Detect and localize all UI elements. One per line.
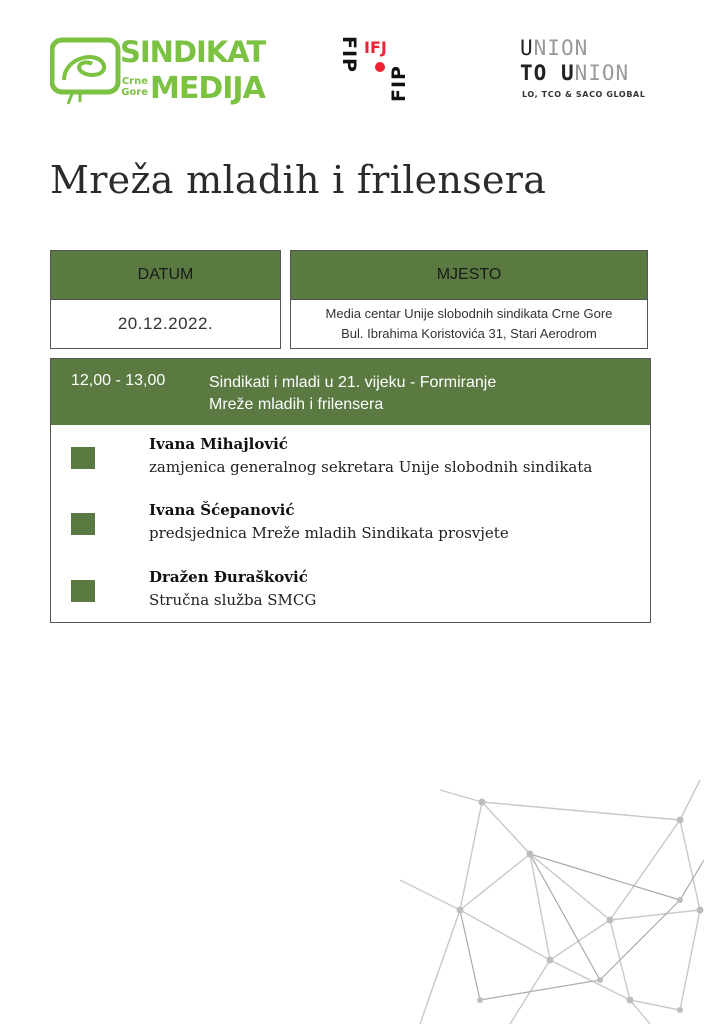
mjesto-value [291, 300, 647, 344]
logo-text-fip-right: FIP [388, 65, 410, 102]
agenda-topic [209, 372, 629, 416]
speaker-name: Ivana Šćepanović [149, 501, 295, 519]
speaker-name: Dražen Đurašković [149, 568, 308, 586]
speaker-item [51, 435, 650, 491]
bullet-square-icon [71, 513, 95, 535]
logo-text-to-union: TO UNION [520, 61, 630, 85]
speaker-role: zamjenica generalnog sekretara Unije slobodnih sindikata [149, 458, 593, 476]
network-decoration-icon [380, 770, 704, 1024]
speaker-item [51, 501, 650, 557]
tv-mark-icon [50, 36, 122, 106]
agenda-topic-line-1: Sindikati i mladi u 21. vijeku - Formiranje [209, 374, 497, 391]
logo-text-fip-left: FIP [338, 36, 360, 73]
logo-text-sindikat: SINDIKAT [120, 35, 266, 69]
bullet-square-icon [71, 447, 95, 469]
ifj-logo [338, 34, 410, 106]
datum-box [50, 250, 281, 349]
datum-value: 20.12.2022. [117, 314, 214, 333]
bullet-square-icon [71, 580, 95, 602]
speaker-role: predsjednica Mreže mladih Sindikata prosvjete [149, 524, 509, 542]
logo-text-crne-gore: Crne Gore [121, 76, 148, 98]
agenda-time: 12,00 - 13,00 [71, 372, 166, 389]
agenda-header [51, 359, 650, 425]
logo-text-union: UNION [520, 36, 589, 60]
mjesto-line-1: Media centar Unije slobodnih sindikata Crne Gore [325, 306, 613, 321]
logo-dot [375, 62, 385, 72]
sindikat-medija-logo [50, 35, 266, 110]
logo-tagline: LO, TCO & SACO GLOBAL [522, 90, 646, 99]
page-title: Mreža mladih i frilensera [50, 158, 547, 202]
datum-header: DATUM [51, 251, 280, 300]
agenda-topic-line-2: Mreže mladih i frilensera [209, 396, 384, 413]
mjesto-box [290, 250, 648, 349]
logo-text-medija: MEDIJA [150, 71, 265, 106]
mjesto-header: MJESTO [291, 251, 647, 300]
speaker-item [51, 568, 650, 624]
union-to-union-logo [520, 36, 650, 106]
mjesto-line-2: Bul. Ibrahima Koristovića 31, Stari Aerodrom [341, 326, 597, 341]
speaker-name: Ivana Mihajlović [149, 435, 288, 453]
agenda-box [50, 358, 651, 623]
speaker-role: Stručna služba SMCG [149, 591, 317, 609]
logo-text-ifj: IFJ [364, 38, 387, 57]
